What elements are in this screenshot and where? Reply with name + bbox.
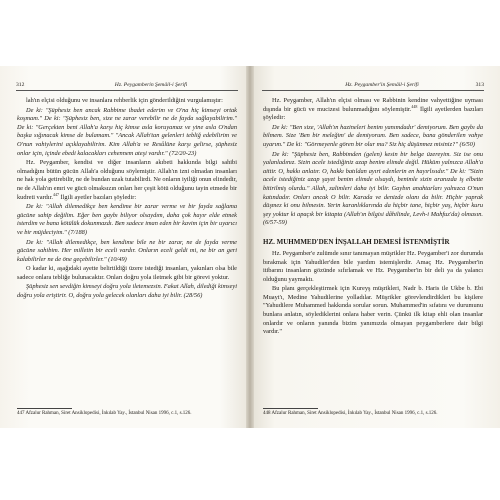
paragraph-text: Hz. Peygamber'e zulümde sınır tanımayan müşrikler Hz. Peygamber'i zor durumda bırakmak için Yahudiler'den bile yardım istemişlerdir. Amaç Hz. Peygamber'in itibarını insanların gözünde sıfırlamak ve Hz. Peygamber'in bir deli ya da yalancı olduğunu yaymaktı. [263, 249, 483, 283]
paragraph-text: Şüphesiz sen sevdiğin kimseyi doğru yola iletemezsin. Fakat Allah, dilediği kimseyi doğru yola eriştirir. O, doğru yola gelecek olanları daha iyi bilir. (28/56) [17, 283, 237, 300]
left-running-title: Hz. Peygamberin Şemâil-i Şerifi [114, 82, 188, 88]
footnote-reference: 448 [411, 103, 418, 109]
quotation-paragraph [17, 239, 237, 265]
body-paragraph [263, 285, 483, 337]
paragraph-text: lah'ın elçisi olduğunu ve insanlara rehberlik için gönderildiğini vurgulamıştır: [26, 97, 223, 104]
quotation-paragraph [17, 107, 237, 159]
left-header-rule [16, 90, 238, 91]
left-page [0, 66, 250, 428]
book-spine [246, 66, 254, 428]
left-footnote-rule [17, 408, 72, 409]
right-footnote: 448 Afzalur Rahman, Siret Ansiklopedisi, İnkılab Yay., İstanbul Nisan 1996, c.1, s.126. [263, 411, 438, 416]
paragraph-text-continued: İlgili ayetlerden bazıları şöyledir: [263, 105, 483, 122]
paragraph-text: O kadar ki, aşağıdaki ayette belirtildiği üzere istediği insanları, yakınları olsa bile sadece onlara tebliğe bulunacaktır. Onları doğru yola iletmek gibi bir görevi yoktur. [17, 265, 237, 281]
body-paragraph [17, 265, 237, 282]
section-heading: HZ. MUHMMED'DEN İNŞALLAH DEMESİ İSTENMİŞTİR [263, 237, 450, 246]
paragraph-text: Hz. Peygamber, Allah'ın elçisi olması ve Rabbinin kendine vahyettiğine uyması dışında bir gücü ve mucizesi bulunmadığını söylemiştir. [263, 97, 483, 113]
quotation-paragraph [263, 124, 483, 150]
body-paragraph [263, 97, 483, 123]
body-paragraph [17, 97, 237, 106]
paragraph-text: De ki: "Allah dilemedikçe ben kendime bir zarar verme ve bir fayda sağlama gücüne sahip değilim. Eğer ben gaybı biliyor olsaydım, daha çok hayır elde etmek isterdim ve bana kötülük dokunmazdı. Ben sadece iman eden bir kavim için bir uyarıcı ve bir müjdeciyim." (7/188) [17, 203, 237, 236]
right-page [250, 66, 500, 428]
body-paragraph [17, 159, 237, 202]
left-page-number: 312 [16, 82, 25, 88]
right-footnote-rule [263, 408, 318, 409]
right-header-rule [262, 90, 484, 91]
open-book [0, 66, 500, 428]
left-body-text [17, 97, 237, 302]
left-footnote: 447 Afzalur Rahman, Siret Ansiklopedisi, İnkılab Yay., İstanbul Nisan 1996, c.1, s.126. [17, 411, 192, 416]
quotation-paragraph [17, 283, 237, 300]
paragraph-text: Bu planı gerçekleştirmek için Kureyş müşrikleri, Nadr b. Haris ile Ukbe b. Ebi Muayt'ı, Medine Yahudilerine yolladılar. Müşrikler görevlendirdikleri bu kişilere "Yahudilere Muhammed hakkında sorular sorun. Muhammed'in sıfatını ve durumunu bunlara anlatın, söylediklerini onlara haber verin. Çünkü ilk kitap ehli olan insanlar onlardır ve onların yanında bizim yanımızda olmayan peygamberlere dair bilgi vardır." [263, 285, 483, 336]
paragraph-text: De ki: "Allah dilemedikçe, ben kendime bile ne bir zarar, ne de fayda verme gücüne sahibim. Her milletin bir eceli vardır. Onların eceli geldi mi, ne bir an geri kalabilirler ne de öne geçebilirler." (10/49) [17, 238, 237, 263]
right-body-text [263, 97, 483, 338]
paragraph-text: De ki: "Şüphesiz ben, Rabbimden (gelen) kesin bir belge üzereyim. Siz ise onu yalanladınız. Sizin acele istediğiniz azap benim elimde değil. Hüküm yalnızca Allah'a aittir. O, hakkı anlatır. O, hakkı batıldan ayırt edenlerin en hayırlısıdır." De ki: "Sizin acele istediğiniz azap şayet benim elimde olsaydı, benimle sizin aranızda iş elbette bitirilmiş olurdu." Allah, zalimleri daha iyi bilir. Gaybın anahtarları yalnızca O'nun katındadır. Onları ancak O bilir. Karada ve denizde olanı da bilir. Hiçbir yaprak düşmez ki onu bilmesin. Yerin karanlıklarında da hiçbir tane, hiçbir yaş, hiçbir kuru şey yoktur ki apaçık bir kitapta (Allah'ın bilgisi dâhilinde, Levh-i Mahfuz'da) olmasın. (6/57-59) [263, 150, 483, 227]
paragraph-text: Hz. Peygamber, kendisi ve diğer insanların akıbeti hakkında bilgi sahibi olmadığını bütün gücün Allah'a olduğunu söylemiştir. Allah'ın izni olmadan insanları ne hak yola getirebilir, ne de bundan uzak tutabilirdi. Ne onların iyiliği onun elindedir, ne de Allah'ın emri ve gücü olmaksızın onları her çeşit kötü olduğunu tayin etmede bir kudreti vardır. [17, 159, 237, 201]
paragraph-text-continued: İlgili ayetler bazıları şöyledir: [58, 193, 137, 201]
quotation-paragraph [17, 203, 237, 237]
paragraph-text: De ki: "Ben size, 'Allah'ın hazineleri benim yanımdadır' demiyorum. Ben gaybı da bilmem. Size 'Ben bir meleğim' de demiyorum. Ben sadece, bana gönderilen vahye uyarım." De ki: "Görmeyenle gören bir olur mu? Siz hiç düşünmez misiniz?" (6/50) [263, 123, 483, 148]
paragraph-text: De ki: "Şüphesiz ben ancak Rabbime ibadet ederim ve O'na hiç kimseyi ortak koşmam." De ki: "Şüphesiz ben, size ne zarar verebilir ne de fayda sağlayabilirim." De ki: "Gerçekten beni Allah'a karşı hiç kimse asla koruyamaz ve yine asla O'ndan başka sığınacak kimse de bulamam." "Ancak Allah'tan gelenleri tebliğ edebilirim ve O'nun vahiylerini açıklayabilirim. Kim Allah'a ve Resûlüne karşı gelirse, şüphesiz onlar için, içinde ebedi kalacakları cehennem ateşi vardır." (72/20-23) [17, 106, 237, 157]
body-paragraph [263, 250, 483, 284]
right-running-title: Hz. Peygamber'in Şemâil-i Şerifi [345, 82, 419, 88]
footnote-reference: 447 [52, 191, 59, 197]
quotation-paragraph [263, 151, 483, 228]
right-page-number: 313 [475, 82, 484, 88]
